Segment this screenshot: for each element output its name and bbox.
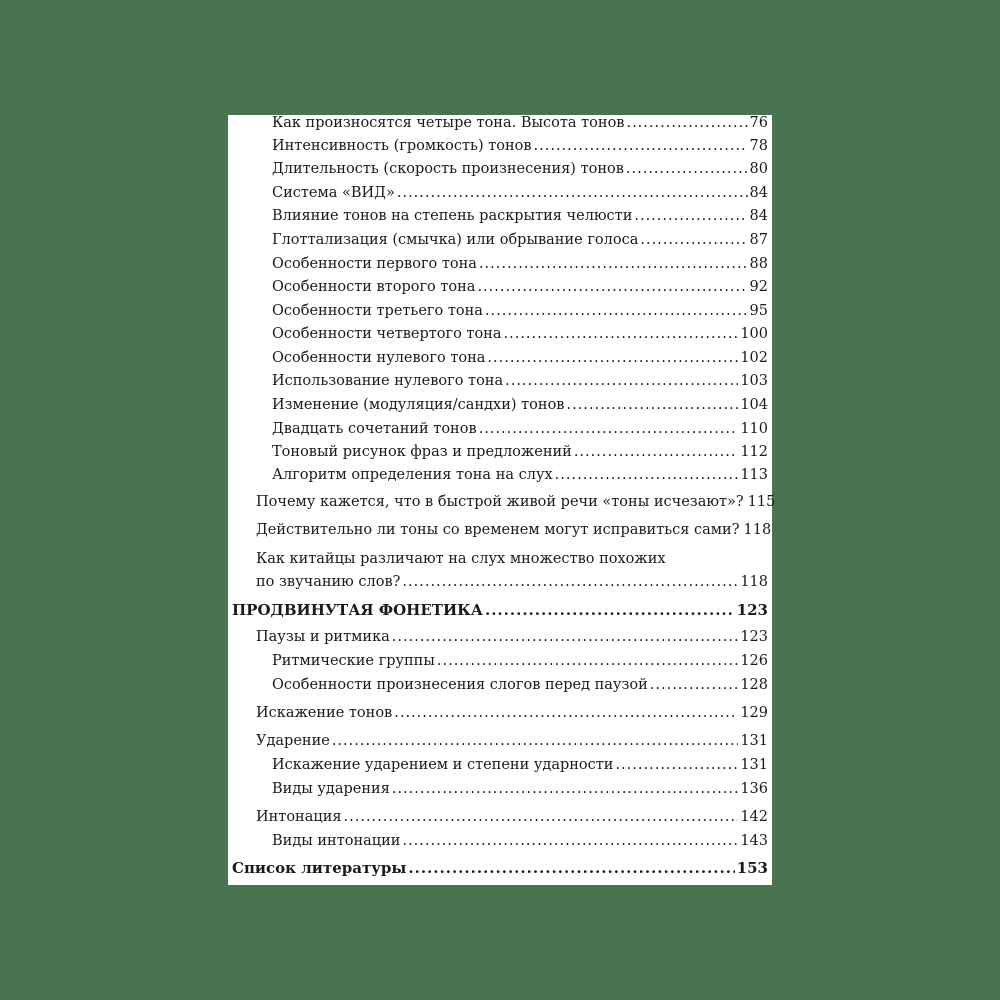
toc-entry[interactable] (256, 574, 768, 590)
toc-entry-page: 118 (740, 574, 768, 590)
toc-entry[interactable] (272, 781, 768, 797)
dot-leader (485, 303, 748, 319)
dot-leader (534, 138, 748, 154)
toc-chapter[interactable] (232, 601, 768, 619)
dot-leader (402, 833, 738, 849)
toc-entry-title: Особенности произнесения слогов перед паузой (272, 677, 648, 693)
toc-entry-page: 78 (749, 138, 768, 154)
toc-entry-page: 123 (736, 601, 768, 619)
toc-entry-title: Особенности третьего тона (272, 303, 483, 319)
dot-leader (392, 629, 739, 645)
toc-entry-title: Действительно ли тоны со временем могут исправиться сами? (256, 522, 740, 538)
toc-chapter[interactable] (232, 859, 768, 877)
toc-entry-page: 123 (740, 629, 768, 645)
toc-entry-page: 113 (740, 467, 768, 483)
dot-leader (408, 859, 734, 877)
toc-entry-page: 118 (743, 522, 772, 538)
toc-entry-title: Паузы и ритмика (256, 629, 390, 645)
dot-leader (479, 421, 739, 437)
toc-entry-title: Ритмические группы (272, 653, 435, 669)
dot-leader (394, 705, 738, 721)
toc-entry-title: Особенности первого тона (272, 256, 477, 272)
toc-entry[interactable] (272, 232, 768, 248)
toc-entry-title: по звучанию слов? (256, 574, 401, 590)
toc-entry[interactable] (256, 522, 772, 538)
toc-entry-page: 102 (740, 350, 768, 366)
toc-entry[interactable] (272, 653, 768, 669)
toc-entry[interactable] (272, 350, 768, 366)
toc-entry-title: Особенности четвертого тона (272, 326, 502, 342)
document-page (228, 115, 776, 885)
toc-entry-title: Список литературы (232, 859, 407, 877)
toc-entry-title: Ударение (256, 733, 330, 749)
dot-leader (487, 350, 738, 366)
toc-entry-title: Интонация (256, 809, 342, 825)
toc-entry-title: Длительность (скорость произнесения) тонов (272, 161, 624, 177)
toc-entry-page: 103 (740, 373, 768, 389)
toc-entry[interactable] (272, 256, 768, 272)
toc-entry[interactable] (256, 809, 768, 825)
toc-entry[interactable] (272, 303, 768, 319)
toc-entry[interactable] (272, 757, 768, 773)
toc-entry-page: 87 (749, 232, 768, 248)
toc-entry-title: Искажение тонов (256, 705, 393, 721)
toc-entry[interactable] (256, 733, 768, 749)
dot-leader (650, 677, 739, 693)
toc-entry[interactable] (272, 161, 768, 177)
toc-entry[interactable] (256, 629, 768, 645)
toc-entry-page: 131 (740, 757, 768, 773)
dot-leader (485, 601, 735, 619)
toc-entry[interactable] (256, 705, 768, 721)
dot-leader (479, 256, 748, 272)
toc-entry-page: 153 (736, 859, 768, 877)
dot-leader (504, 326, 739, 342)
toc-entry-title: Почему кажется, что в быстрой живой речи «тоны исчезают»? (256, 494, 744, 510)
dot-leader (437, 653, 738, 669)
toc-entry[interactable] (272, 185, 768, 201)
dot-leader (477, 279, 747, 295)
toc-entry-page: 84 (749, 185, 768, 201)
toc-entry-title: Виды интонации (272, 833, 401, 849)
toc-entry-page: 143 (740, 833, 768, 849)
toc-entry[interactable] (272, 373, 768, 389)
toc-entry-title: Влияние тонов на степень раскрытия челюсти (272, 208, 633, 224)
toc-entry[interactable] (272, 138, 768, 154)
toc-entry-title: Виды ударения (272, 781, 390, 797)
toc-entry[interactable] (272, 444, 768, 460)
dot-leader (615, 757, 738, 773)
toc-entry-page: 92 (749, 279, 768, 295)
dot-leader (555, 467, 739, 483)
toc-entry-title: ПРОДВИНУТАЯ ФОНЕТИКА (232, 601, 483, 619)
toc-entry-page: 112 (740, 444, 768, 460)
toc-entry-title: Интенсивность (громкость) тонов (272, 138, 532, 154)
toc-entry-title: Тоновый рисунок фраз и предложений (272, 444, 572, 460)
dot-leader (566, 397, 738, 413)
toc-entry[interactable] (272, 677, 768, 693)
toc-entry-page: 88 (749, 256, 768, 272)
toc-entry-title: Использование нулевого тона (272, 373, 504, 389)
toc-entry-page: 95 (749, 303, 768, 319)
toc-entry[interactable] (272, 279, 768, 295)
toc-entry[interactable] (272, 421, 768, 437)
toc-entry-page: 142 (740, 809, 768, 825)
toc-entry-title: Глоттализация (смычка) или обрывание голоса (272, 232, 639, 248)
toc-entry[interactable] (272, 467, 768, 483)
toc-entry[interactable] (256, 494, 776, 510)
toc-entry-page: 131 (740, 733, 768, 749)
dot-leader (332, 733, 738, 749)
toc-entry-page: 110 (740, 421, 768, 437)
toc-entry-title: Двадцать сочетаний тонов (272, 421, 477, 437)
toc-entry-title-line1[interactable]: Как китайцы различают на слух множество похожих (256, 551, 666, 567)
toc-entry-page: 136 (740, 781, 768, 797)
toc-entry-title: Как произносятся четыре тона. Высота тонов (272, 115, 625, 131)
toc-entry-page: 126 (740, 653, 768, 669)
dot-leader (344, 809, 739, 825)
dot-leader (505, 373, 738, 389)
dot-leader (397, 185, 748, 201)
toc-entry-title: Особенности второго тона (272, 279, 476, 295)
toc-entry-page: 84 (749, 208, 768, 224)
toc-entry-page: 100 (740, 326, 768, 342)
toc-entry[interactable] (272, 833, 768, 849)
dot-leader (626, 115, 747, 131)
dot-leader (574, 444, 738, 460)
dot-leader (634, 208, 747, 224)
toc-entry-page: 76 (749, 115, 768, 131)
dot-leader (640, 232, 747, 248)
toc-entry[interactable] (272, 326, 768, 342)
toc-entry-title: Искажение ударением и степени ударности (272, 757, 614, 773)
toc-entry-page: 115 (747, 494, 776, 510)
toc-entry-title: Система «ВИД» (272, 185, 395, 201)
toc-entry-title: Алгоритм определения тона на слух (272, 467, 553, 483)
toc-entry-page: 80 (749, 161, 768, 177)
toc-entry-title: Изменение (модуляция/сандхи) тонов (272, 397, 565, 413)
toc-entry[interactable] (272, 115, 768, 131)
toc-entry[interactable] (272, 208, 768, 224)
dot-leader (402, 574, 738, 590)
toc-entry[interactable] (272, 397, 768, 413)
toc-entry-page: 129 (740, 705, 768, 721)
toc-entry-title: Особенности нулевого тона (272, 350, 486, 366)
toc-entry-page: 104 (740, 397, 768, 413)
dot-leader (392, 781, 738, 797)
toc-entry-page: 128 (740, 677, 768, 693)
dot-leader (626, 161, 748, 177)
